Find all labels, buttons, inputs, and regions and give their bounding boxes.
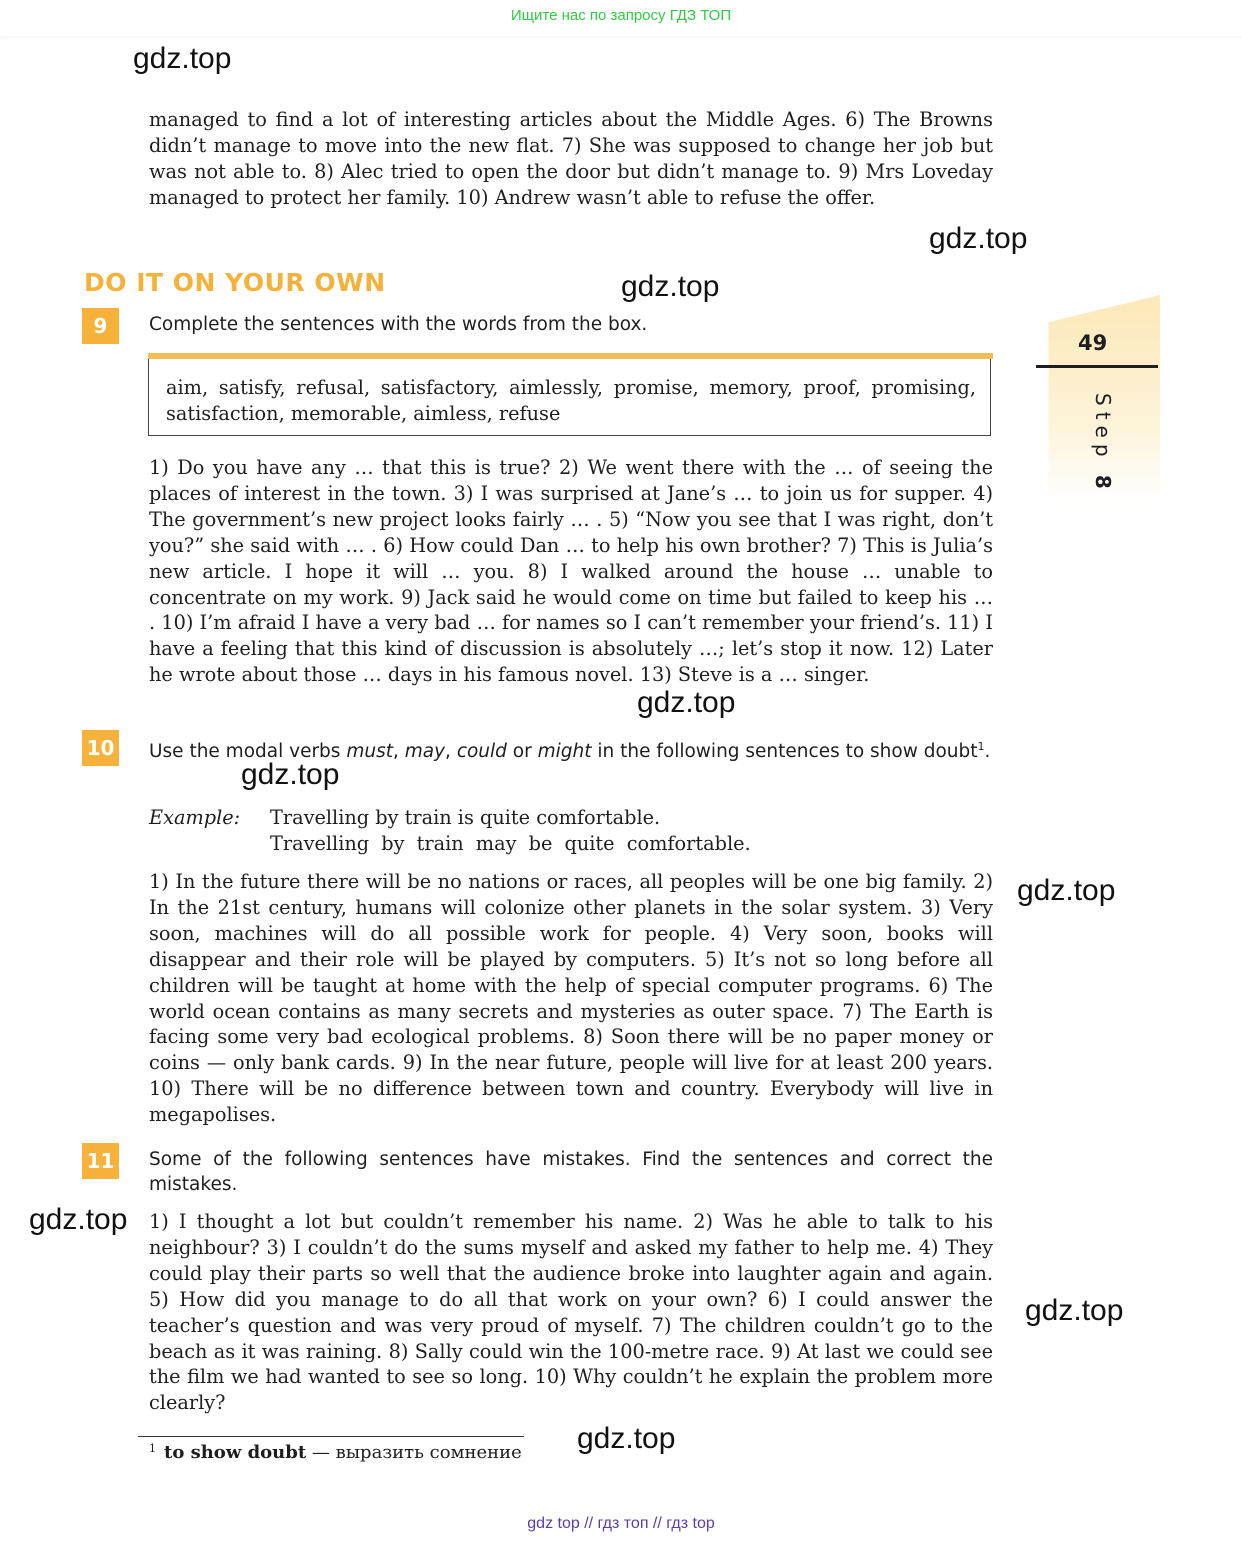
section-heading: DO IT ON YOUR OWN — [84, 268, 386, 297]
footnote-number: 1 — [149, 1442, 156, 1455]
page-number-rule — [1036, 365, 1158, 368]
example-sentence: Travelling by train is quite comfortable. — [270, 806, 661, 829]
page-number: 49 — [1078, 331, 1108, 355]
top-banner[interactable]: Ищите нас по запросу ГДЗ ТОП — [0, 0, 1242, 36]
footnote-translation: — выразить сомнение — [306, 1442, 522, 1463]
word-box-text: aim, satisfy, refusal, satisfactory, aimlessly, promise, memory, proof, promising, satisfaction, memorable, aimless, refuse — [166, 376, 976, 425]
step-label — [1089, 393, 1115, 489]
intro-paragraph: managed to find a lot of interesting articles about the Middle Ages. 6) The Browns didn’t manage to move into the new flat. 7) She was supposed to change her job but was not able to. 8) Alec tried to open the door but didn’t manage to. 9) Mrs Loveday managed to protect her family. 10) Andrew wasn’t able to refuse the offer. — [149, 108, 993, 209]
exercise-number-11: 11 — [82, 1143, 119, 1179]
watermark: gdz.top — [1025, 1294, 1124, 1327]
watermark: gdz.top — [637, 686, 736, 719]
footnote — [149, 1442, 522, 1463]
exercise-11-instruction: Some of the following sentences have mistakes. Find the sentences and correct the mistakes. — [149, 1149, 993, 1195]
step-word: Step — [1091, 393, 1115, 463]
exercise-9-text: 1) Do you have any … that this is true? 2) We went there with the … of seeing the places of interest in the town. 3) I was surprised at Jane’s … to join us for supper. 4) The government’s new project looks fairly … . 5) “Now you see that I was right, don’t you?” she said with … . 6) How could Dan … to help his own brother? 7) This is Julia’s new article. I hope it will … you. 8) I walked around the house … unable to concentrate on my work. 9) Jack said he would come on time but failed to keep his … . 10) I’m afraid I have a very bad … for names so I can’t remember your friend’s. 11) I have a feeling that this kind of discussion is absolutely …; let’s stop it now. 12) Later he wrote about those … days in his famous novel. 13) Steve is a … singer. — [149, 456, 993, 687]
watermark: gdz.top — [133, 42, 232, 75]
watermark: gdz.top — [1017, 874, 1116, 907]
exercise-11-text: 1) I thought a lot but couldn’t remember his name. 2) Was he able to talk to his neighbour? 3) I couldn’t do the sums myself and asked my father to help me. 4) They could play their parts so well that the audience broke into laughter again and again. 5) How did you manage to do all that work on your own? 6) I could answer the teacher’s question and was very proud of myself. 7) The children couldn’t go to the beach as it was raining. 8) Sally could win the 100-metre race. 9) At last we could see the film we had wanted to see so long. 10) Why couldn’t he explain the problem more clearly? — [149, 1210, 993, 1415]
watermark: gdz.top — [29, 1203, 128, 1236]
exercise-9-instruction: Complete the sentences with the words from the box. — [149, 314, 648, 335]
footnote-rule — [138, 1436, 524, 1437]
modal-verb-must: must — [346, 741, 393, 763]
watermark: gdz.top — [929, 222, 1028, 255]
footnote-mark: 1 — [977, 740, 985, 753]
watermark: gdz.top — [621, 270, 720, 303]
modal-verb-might: might — [537, 741, 592, 763]
exercise-10-instruction: Use the modal verbs must, may, could or might in the following sentences to show doubt$^1$. — [149, 740, 991, 763]
exercise-number-9: 9 — [82, 308, 119, 344]
modal-verb-could: could — [456, 741, 507, 763]
step-number: 8 — [1091, 474, 1115, 489]
watermark: gdz.top — [241, 758, 340, 791]
exercise-10-text: 1) In the future there will be no nations or races, all peoples will be one big family. 2) In the 21st century, humans will colonize other planets in the solar system. 3) Very soon, machines will do all possible work for people. 4) Very soon, books will disappear and their role will be played by computers. 5) It’s not so long before all children will be taught at home with the help of special computer programs. 6) The world ocean contains as many secrets and mysteries as outer space. 7) The Earth is facing some very bad ecological problems. 8) Soon there will be no paper money or coins — only bank cards. 9) In the near future, people will live for at least 200 years. 10) There will be no difference between town and country. Everybody will live in megapolises. — [149, 870, 993, 1127]
example-answer: Travelling by train may be quite comfortable. — [270, 832, 751, 855]
example-label: Example: — [149, 806, 241, 829]
watermark: gdz.top — [577, 1422, 676, 1455]
bottom-links[interactable]: gdz top // гдз топ // гдз top — [527, 1515, 715, 1532]
modal-verb-may: may — [404, 741, 446, 763]
exercise-number-10: 10 — [82, 730, 119, 766]
footnote-term: to show doubt — [164, 1442, 307, 1463]
